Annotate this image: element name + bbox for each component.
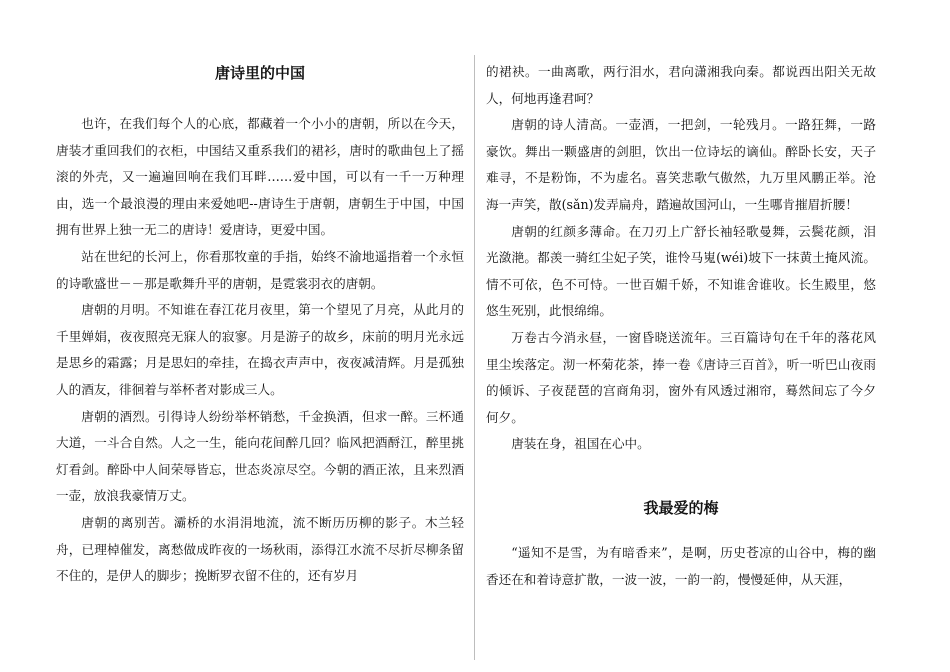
paragraph: 唐朝的离别苦。灞桥的水涓涓地流，流不断历历柳的影子。木兰轻舟，已理棹催发，离愁做成昨夜的一场秋雨，添得江水流不尽折尽柳条留不住的，是伊人的脚步；挽断罗衣留不住的，还有岁月 <box>56 514 464 584</box>
paragraph: “遥知不是雪，为有暗香来”，是啊，历史苍凉的山谷中，梅的幽香还在和着诗意扩散，一波一波，一韵一韵，慢慢延伸，从天涯， <box>486 544 876 587</box>
right-column <box>486 0 876 672</box>
left-column <box>56 0 464 672</box>
article-title: 唐诗里的中国 <box>214 64 305 82</box>
paragraph-continuation: 的裙袂。一曲离歌，两行泪水，君向潇湘我向秦。都说西出阳关无故人，何地再逢君呵？ <box>486 64 876 106</box>
paragraph: 唐装在身，祖国在心中。 <box>511 436 650 452</box>
paragraph: 唐朝的诗人清高。一壶酒，一把剑，一轮残月。一路狂舞，一路豪饮。舞出一颗盛唐的剑胆，饮出一位诗坛的谪仙。醉卧长安，天子难寻，不是粉饰，不为虚名。喜笑悲歌气傲然，九万里风鹏正举。沧海一声笑，散(sǎn)发弄扁舟，踏遍故国河山，一生哪肯摧眉折腰！ <box>486 117 876 212</box>
paragraph: 唐朝的红颜多薄命。在刀刃上广舒长袖轻歌曼舞，云鬓花颜，泪光潋滟。都羡一骑红尘妃子笑，谁怜马嵬(wéi)坡下一抹黄土掩风流。情不可依，色不可恃。一世百媚千娇，不知谁舍谁收。长生殿里，悠悠生死别，此恨绵绵。 <box>486 223 876 319</box>
paragraph: 唐朝的酒烈。引得诗人纷纷举杯销愁，千金换酒，但求一醉。三杯通大道，一斗合自然。人之一生，能向花间醉几回？临风把酒酹江，醉里挑灯看剑。醉卧中人间荣辱皆忘，世态炎凉尽空。今朝的酒正浓，且来烈酒一壶，放浪我豪情万丈。 <box>56 408 464 504</box>
paragraph: 万卷古今消永昼，一窗昏晓送流年。三百篇诗句在千年的落花风里尘埃落定。沏一杯菊花茶，捧一卷《唐诗三百首》，听一听巴山夜雨的倾诉、子夜琵琶的宫商角羽，窗外有风透过湘帘，蓦然间忘了今夕何夕。 <box>486 329 876 425</box>
paragraph: 唐朝的月明。不知谁在春江花月夜里，第一个望见了月亮，从此月的千里婵娟，夜夜照亮无寐人的寂寥。月是游子的故乡，床前的明月光永远是思乡的霜露；月是思妇的牵挂，在捣衣声声中，夜夜减清辉。月是孤独人的酒友，徘徊着与举杯者对影成三人。 <box>56 302 464 397</box>
article-title: 我最爱的梅 <box>643 498 719 517</box>
column-divider <box>474 55 475 660</box>
paragraph: 也许，在我们每个人的心底，都藏着一个小小的唐朝，所以在今天，唐装才重回我们的衣柜，中国结又重系我们的裙衫，唐时的歌曲包上了摇滚的外壳，又一遍遍回响在我们耳畔……爱中国，可以有一千一万种理由，选一个最浪漫的理由来爱她吧--唐诗生于唐朝，唐朝生于中国，中国拥有世界上独一无二的唐诗！爱唐诗，更爱中国。 <box>56 116 464 238</box>
paragraph: 站在世纪的长河上，你看那牧童的手指，始终不渝地遥指着一个永恒的诗歌盛世－－那是歌舞升平的唐朝，是霓裳羽衣的唐朝。 <box>56 248 464 291</box>
